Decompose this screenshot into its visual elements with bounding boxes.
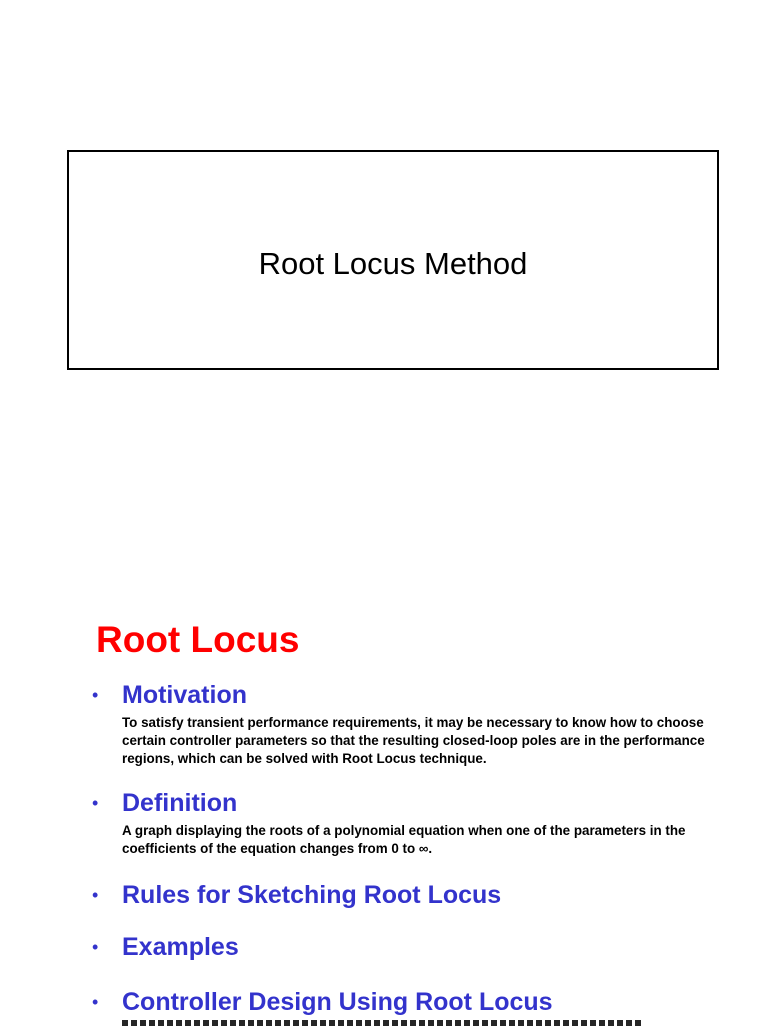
bullet-marker: • [92, 885, 99, 905]
bullet-marker: • [92, 793, 99, 813]
bullet-marker: • [92, 992, 99, 1012]
title-slide-frame [67, 150, 719, 370]
bullet-title-rules: Rules for Sketching Root Locus [122, 881, 502, 909]
bullet-title-controller-design: Controller Design Using Root Locus [122, 988, 553, 1016]
bullet-title-examples: Examples [122, 933, 239, 961]
slide-title: Root Locus Method [258, 246, 528, 281]
bullet-body-motivation: To satisfy transient performance requirements, it may be necessary to know how to choose certain controller parameters so that the resulting closed-loop poles are in the performance regions, which can be solved with Root Locus technique. [122, 715, 705, 766]
bullet-marker: • [92, 937, 99, 957]
bullet-body-definition: A graph displaying the roots of a polynomial equation when one of the parameters in the coefficients of the equation changes from 0 to ∞. [122, 823, 686, 856]
section-heading: Root Locus [96, 619, 300, 660]
bullet-marker: • [92, 685, 99, 705]
bullet-title-motivation: Motivation [122, 681, 247, 709]
bullet-title-definition: Definition [122, 789, 238, 817]
truncated-text-line [122, 1020, 642, 1026]
